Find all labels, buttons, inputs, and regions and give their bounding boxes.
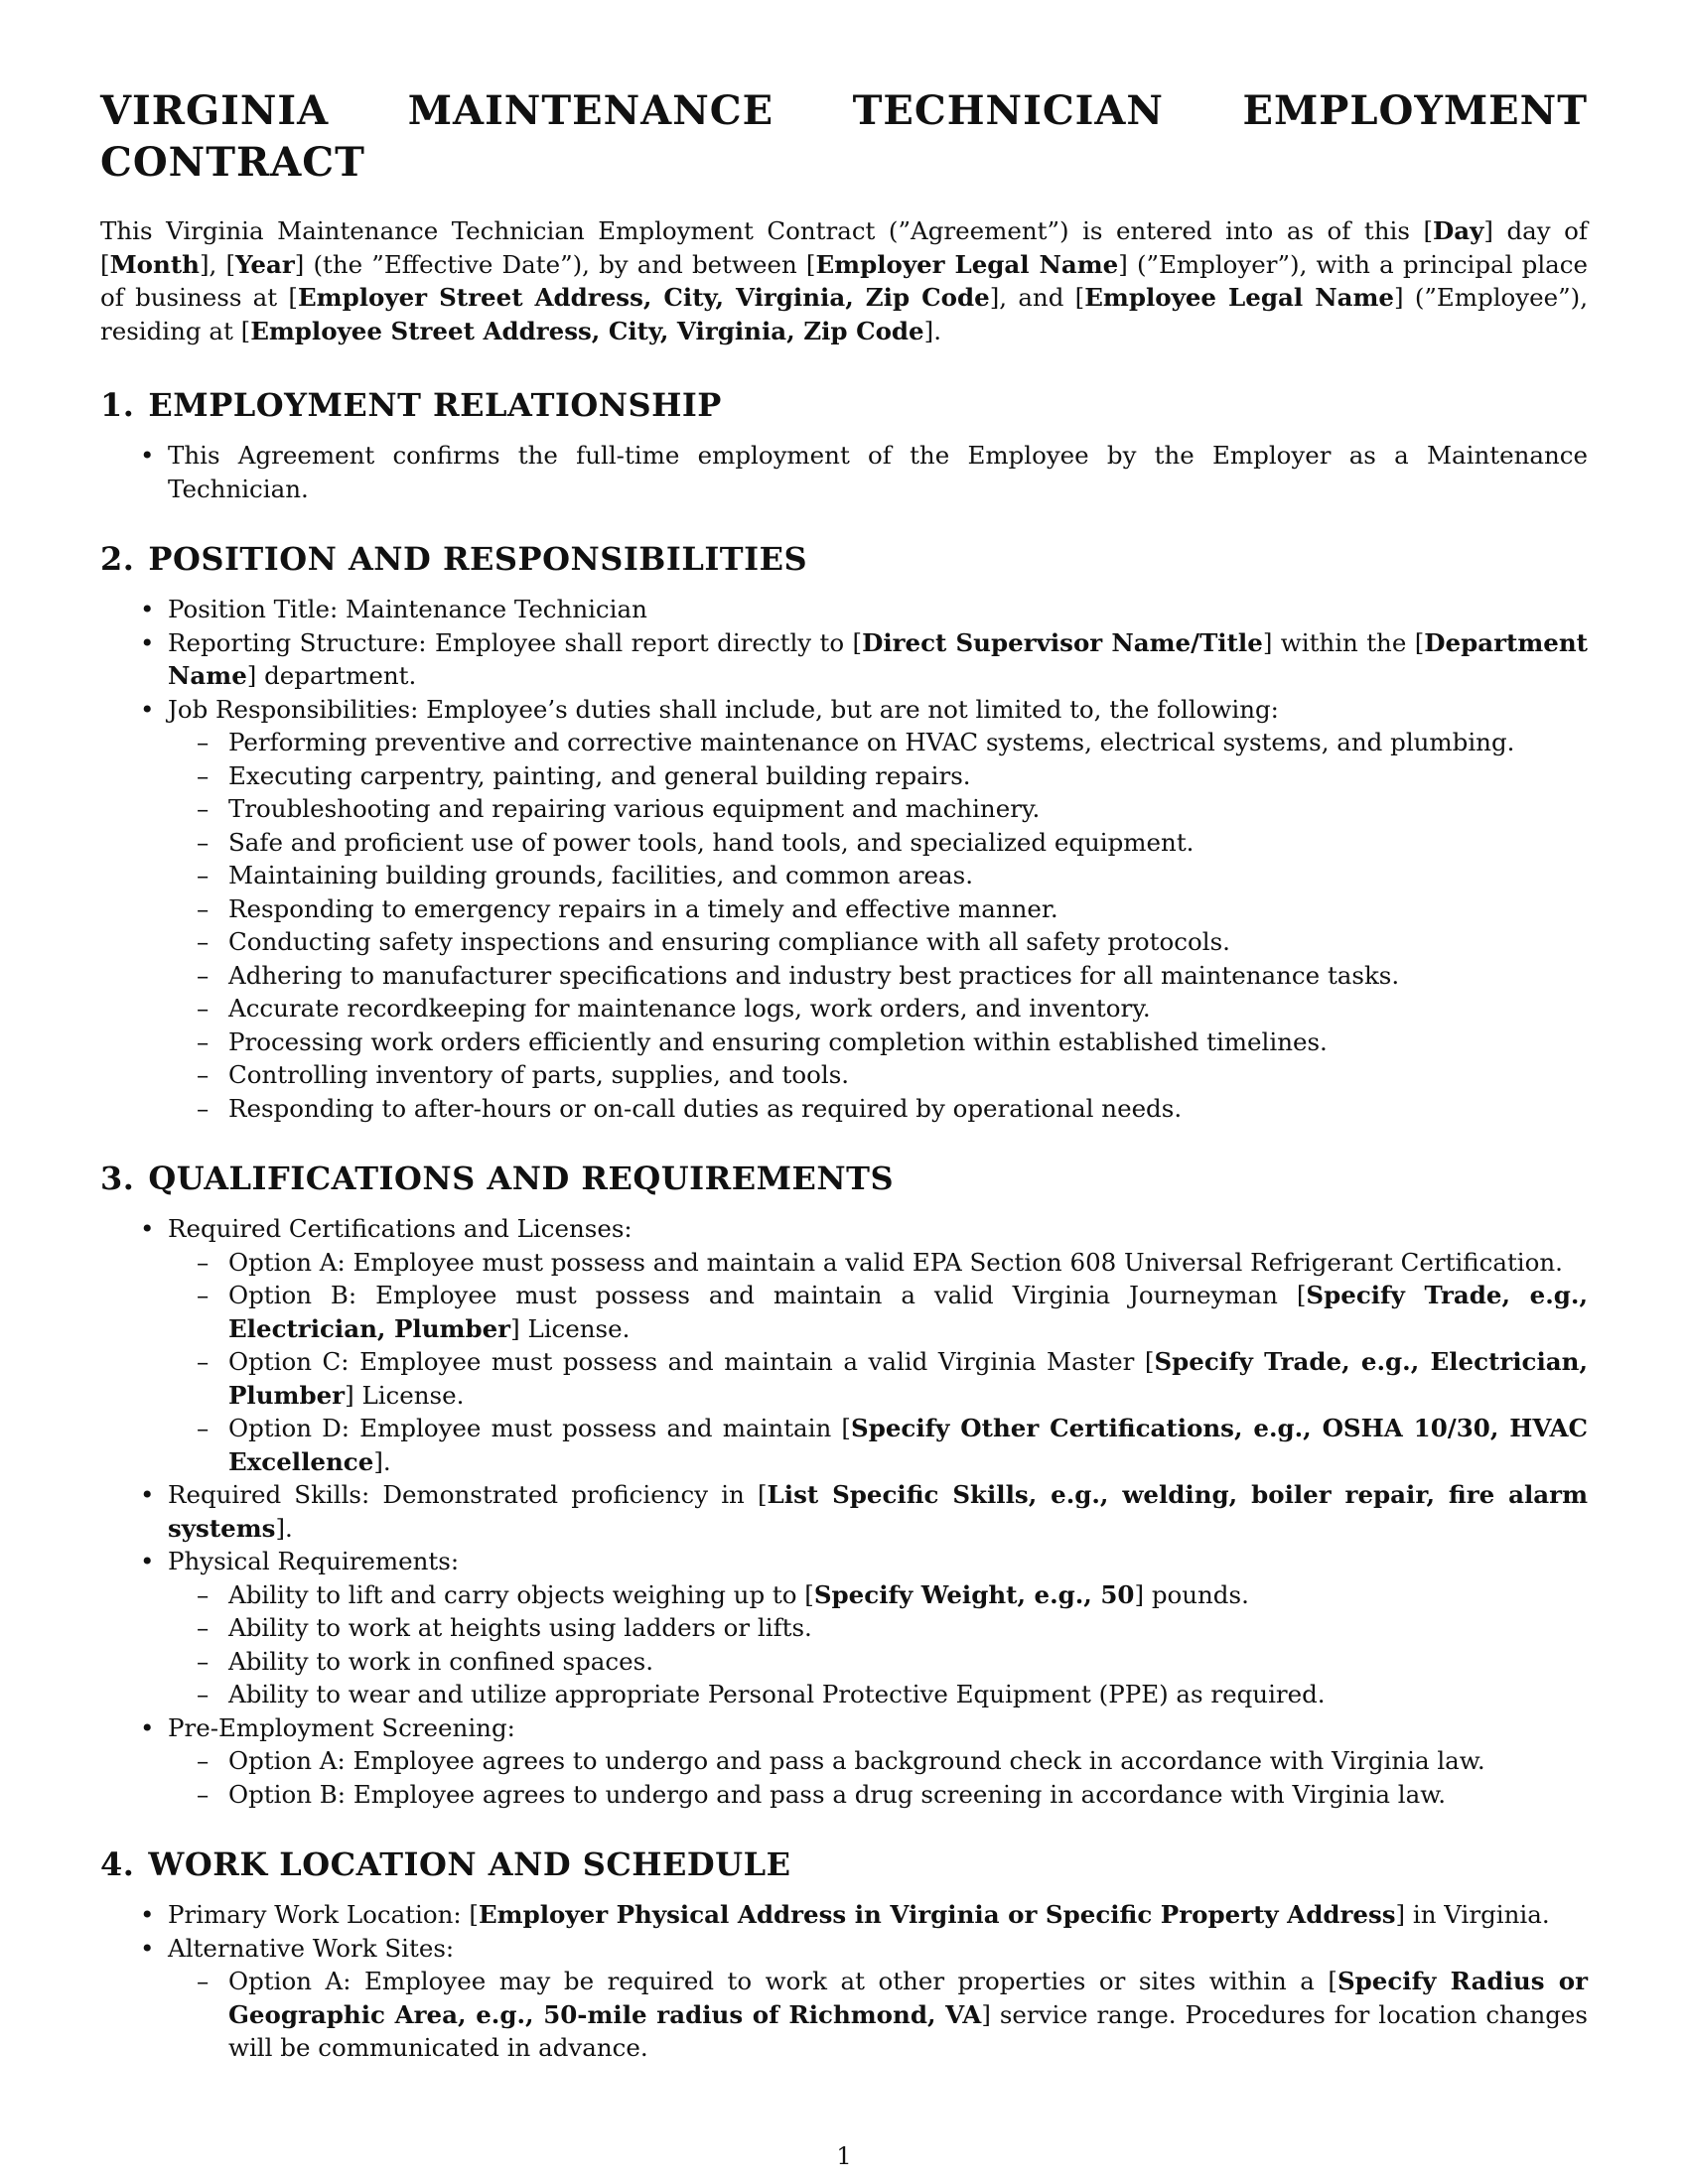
item-text: ].: [275, 1513, 293, 1543]
placeholder-month: Month: [109, 249, 200, 279]
duty-item: – Performing preventive and corrective maintenance on HVAC systems, electrical systems, and plumbing.: [168, 726, 1588, 759]
intro-text: ] (”Employer”), with a principal place of business at [: [100, 249, 1589, 312]
duties-list: [168, 726, 1588, 1125]
placeholder-radius: Specify Radius or Geographic Area, e.g., 50-mile radius of Richmond, VA: [228, 1967, 1588, 2029]
section-heading-position-responsibilities: [100, 539, 1588, 579]
section-heading-work-location: [100, 1844, 1588, 1884]
list-item-certifications: [100, 1212, 1588, 1478]
list-item-alternative-sites: [100, 1932, 1588, 2065]
item-text: ].: [373, 1446, 391, 1476]
duty-item: – Maintaining building grounds, facilities, and common areas.: [168, 859, 1588, 892]
section-number: 1.: [100, 386, 135, 424]
duty-item: – Adhering to manufacturer specifications and industry best practices for all maintenance tasks.: [168, 959, 1588, 993]
placeholder-department: Department Name: [168, 627, 1588, 690]
section-4-list: [100, 1898, 1588, 2065]
item-text: Ability to lift and carry objects weighing up to [: [228, 1579, 814, 1609]
item-text: ] License.: [510, 1313, 631, 1343]
physical-item: – Ability to work at heights using ladders or lifts.: [168, 1611, 1588, 1645]
placeholder-day: Day: [1433, 216, 1484, 245]
list-item-pre-employment-screening: [100, 1711, 1588, 1812]
alt-option-a: [168, 1965, 1588, 2065]
section-title: WORK LOCATION AND SCHEDULE: [148, 1845, 791, 1883]
duty-item: – Responding to emergency repairs in a timely and effective manner.: [168, 892, 1588, 926]
item-text: Primary Work Location: [: [168, 1900, 479, 1929]
duty-item: – Conducting safety inspections and ensuring compliance with all safety protocols.: [168, 925, 1588, 959]
certifications-list: [168, 1246, 1588, 1479]
duty-item: – Executing carpentry, painting, and general building repairs.: [168, 759, 1588, 793]
option-c: [168, 1345, 1588, 1412]
screening-item: – Option B: Employee agrees to undergo and pass a drug screening in accordance with Virginia law.: [168, 1778, 1588, 1812]
placeholder-employer-name: Employer Legal Name: [815, 249, 1119, 279]
section-title: EMPLOYMENT RELATIONSHIP: [148, 386, 722, 424]
section-2-list: [100, 593, 1588, 1125]
duty-item: – Responding to after-hours or on-call duties as required by operational needs.: [168, 1092, 1588, 1126]
intro-paragraph: [100, 214, 1588, 347]
document-title: VIRGINIA MAINTENANCE TECHNICIAN EMPLOYMENT CONTRACT: [100, 87, 1588, 186]
intro-text: This Virginia Maintenance Technician Employment Contract (”Agreement”) is entered into as of this [: [100, 216, 1434, 245]
intro-text: ], and [: [989, 283, 1085, 312]
section-number: 2.: [100, 540, 135, 578]
item-text: Option A: Employee may be required to work at other properties or sites within a [: [228, 1967, 1337, 1995]
list-item-physical-requirements: [100, 1545, 1588, 1711]
item-text: Alternative Work Sites:: [168, 1933, 455, 1963]
physical-item: – Ability to work in confined spaces.: [168, 1645, 1588, 1679]
placeholder-supervisor: Direct Supervisor Name/Title: [862, 627, 1263, 657]
section-3-list: [100, 1212, 1588, 1811]
alternative-sites-list: [168, 1965, 1588, 2065]
placeholder-year: Year: [235, 249, 295, 279]
list-item-reporting-structure: [100, 626, 1588, 693]
section-1-list: [100, 439, 1588, 505]
duty-item: – Accurate recordkeeping for maintenance logs, work orders, and inventory.: [168, 992, 1588, 1025]
option-a: – Option A: Employee must possess and maintain a valid EPA Section 608 Universal Refrigerant Certification.: [168, 1246, 1588, 1280]
item-text: Option D: Employee must possess and maintain [: [228, 1414, 851, 1442]
option-b: [168, 1279, 1588, 1345]
intro-text: ] (”Employee”), residing at [: [100, 283, 1589, 345]
item-text: Job Responsibilities: Employee’s duties shall include, but are not limited to, the following:: [168, 694, 1279, 724]
placeholder-primary-address: Employer Physical Address in Virginia or Specific Property Address: [479, 1900, 1396, 1929]
screening-item: – Option A: Employee agrees to undergo and pass a background check in accordance with Virginia law.: [168, 1744, 1588, 1778]
list-item-job-responsibilities: [100, 693, 1588, 1126]
item-text: Option B: Employee must possess and maintain a valid Virginia Journeyman [: [228, 1281, 1307, 1309]
duty-item: – Safe and proficient use of power tools, hand tools, and specialized equipment.: [168, 826, 1588, 860]
placeholder-employee-address: Employee Street Address, City, Virginia, Zip Code: [250, 316, 924, 345]
item-text: Required Certifications and Licenses:: [168, 1214, 633, 1243]
physical-item-lift: [168, 1578, 1588, 1612]
screening-list: [168, 1744, 1588, 1811]
list-item: • This Agreement confirms the full-time employment of the Employee by the Employer as a Maintenance Technician.: [100, 439, 1588, 505]
section-number: 3.: [100, 1160, 135, 1197]
document-body: [100, 85, 1588, 2099]
item-text: Option C: Employee must possess and maintain a valid Virginia Master [: [228, 1347, 1155, 1376]
item-text: Reporting Structure: Employee shall report directly to [: [168, 627, 863, 657]
option-d: [168, 1412, 1588, 1478]
intro-text: ], [: [199, 249, 236, 279]
item-text: Pre-Employment Screening:: [168, 1712, 515, 1742]
list-item-position-title: • Position Title: Maintenance Technician: [100, 593, 1588, 626]
placeholder-weight: Specify Weight, e.g., 50: [813, 1579, 1135, 1609]
item-text: ] in Virginia.: [1395, 1900, 1550, 1929]
section-heading-qualifications: [100, 1159, 1588, 1198]
intro-text: ] (the ”Effective Date”), by and between [: [294, 249, 816, 279]
item-text: ] service range. Procedures for location changes will be communicated in advance.: [228, 1999, 1588, 2062]
section-number: 4.: [100, 1845, 135, 1883]
intro-text: ] day of [: [100, 216, 1588, 279]
section-title: QUALIFICATIONS AND REQUIREMENTS: [148, 1160, 895, 1197]
physical-item: – Ability to wear and utilize appropriate Personal Protective Equipment (PPE) as required.: [168, 1678, 1588, 1711]
item-text: Required Skills: Demonstrated proficiency in [: [168, 1480, 768, 1509]
placeholder-employee-name: Employee Legal Name: [1084, 283, 1394, 312]
intro-text: ].: [923, 316, 941, 345]
placeholder-trade: Specify Trade, e.g., Electrician, Plumber: [228, 1281, 1588, 1343]
duty-item: – Processing work orders efficiently and ensuring completion within established timelines.: [168, 1025, 1588, 1059]
placeholder-skills: List Specific Skills, e.g., welding, boiler repair, fire alarm systems: [168, 1480, 1588, 1543]
item-text: ] License.: [345, 1380, 465, 1410]
item-text: Physical Requirements:: [168, 1547, 460, 1575]
section-heading-employment-relationship: [100, 385, 1588, 425]
duty-item: – Controlling inventory of parts, supplies, and tools.: [168, 1058, 1588, 1092]
item-text: ] department.: [246, 661, 417, 690]
placeholder-other-certifications: Specify Other Certifications, e.g., OSHA 10/30, HVAC Excellence: [228, 1414, 1589, 1476]
duty-item: – Troubleshooting and repairing various equipment and machinery.: [168, 792, 1588, 826]
item-text: ] pounds.: [1134, 1579, 1249, 1609]
physical-list: [168, 1578, 1588, 1711]
placeholder-trade: Specify Trade, e.g., Electrician, Plumber: [228, 1347, 1588, 1410]
page-number: 1: [836, 2142, 852, 2170]
item-text: ] within the [: [1262, 627, 1425, 657]
list-item-primary-location: [100, 1898, 1588, 1932]
list-item-required-skills: [100, 1478, 1588, 1545]
section-title: POSITION AND RESPONSIBILITIES: [148, 540, 808, 578]
placeholder-employer-address: Employer Street Address, City, Virginia, Zip Code: [297, 283, 990, 312]
